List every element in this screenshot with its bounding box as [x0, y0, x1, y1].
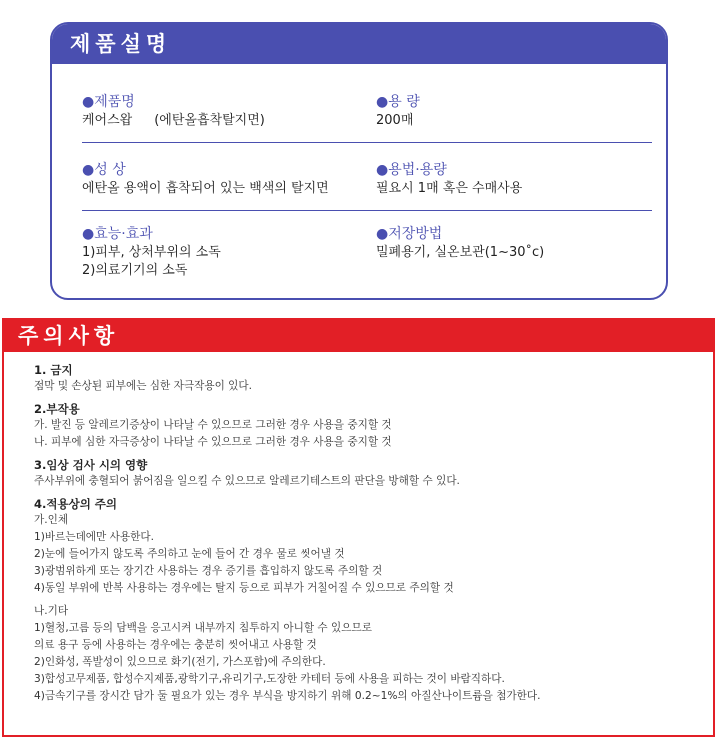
capacity-value: 200매 — [376, 113, 414, 128]
product-name-cell — [82, 92, 376, 142]
section-line: 3)광범위하게 또는 장기간 사용하는 경우 증기를 흡입하지 않도록 주의할 것 — [34, 565, 383, 577]
section-line: 주사부위에 충혈되어 붉어짐을 일으킬 수 있으므로 알레르기테스트의 판단을 방해할 수 있다. — [34, 475, 460, 487]
section-line: 1)바르는데에만 사용한다. — [34, 531, 154, 543]
appearance-label: ●성 상 — [82, 162, 126, 178]
section-line: 나.기타 — [34, 605, 69, 617]
section-line: 가.인체 — [34, 514, 69, 526]
capacity-label: ●용 량 — [376, 94, 420, 110]
dosage-cell — [376, 160, 646, 210]
caution-body — [34, 362, 703, 705]
section-line: 4)동일 부위에 반복 사용하는 경우에는 탈지 등으로 피부가 거칠어질 수 있으므로 주의할 것 — [34, 582, 454, 594]
section-line: 점막 및 손상된 피부에는 심한 자극작용이 있다. — [34, 380, 253, 392]
section-line: 의료 용구 등에 사용하는 경우에는 충분히 씻어내고 사용할 것 — [34, 639, 317, 651]
storage-cell — [376, 224, 646, 284]
section-line: 가. 발진 등 알레르기증상이 나타날 수 있으므로 그러한 경우 사용을 중지할 것 — [34, 419, 392, 431]
product-name-value-line — [82, 112, 376, 130]
section-title: 1. 금지 — [34, 363, 73, 377]
section-line: 2)눈에 들어가지 않도록 주의하고 눈에 들어 간 경우 물로 씻어낼 것 — [34, 548, 345, 560]
capacity-cell — [376, 92, 646, 142]
appearance-cell — [82, 160, 376, 210]
product-info-row — [82, 224, 652, 284]
product-info-row — [82, 160, 652, 211]
efficacy-label: ●효능·효과 — [82, 226, 153, 242]
dosage-label: ●용법·용량 — [376, 162, 447, 178]
dosage-value: 필요시 1매 혹은 수매사용 — [376, 181, 523, 196]
storage-value: 밀폐용기, 실온보관(1~30˚c) — [376, 245, 545, 260]
section-title: 3.임상 검사 시의 영향 — [34, 458, 148, 472]
caution-header: 주의사항 — [4, 320, 713, 352]
product-info-header: 제품설명 — [52, 24, 666, 64]
section-line: 2)인화성, 폭발성이 있으므로 화기(전기, 가스포함)에 주의한다. — [34, 656, 326, 668]
section-line: 1)혈청,고름 등의 담백을 응고시켜 내부까지 침투하지 아니할 수 있으므로 — [34, 622, 372, 634]
product-name-value: 케어스왑 — [82, 113, 133, 128]
efficacy-cell — [82, 224, 376, 284]
caution-box — [2, 318, 715, 737]
storage-label: ●저장방법 — [376, 226, 443, 242]
efficacy-value-1: 1)피부, 상처부위의 소독 — [82, 245, 221, 260]
section-line: 3)합성고무제품, 합성수지제품,광학기구,유리기구,도장한 카테터 등에 사용을 피하는 것이 바람직하다. — [34, 673, 505, 685]
section-line: 나. 피부에 심한 자극증상이 나타날 수 있으므로 그러한 경우 사용을 중지할 것 — [34, 436, 392, 448]
product-name-label: ●제품명 — [82, 94, 135, 110]
product-info-row — [82, 92, 652, 143]
efficacy-value-2: 2)의료기기의 소독 — [82, 263, 188, 278]
section-title: 2.부작용 — [34, 402, 80, 416]
section-title: 4.적용상의 주의 — [34, 497, 118, 511]
product-name-detail: (에탄올흡착탈지면) — [154, 113, 265, 128]
appearance-value: 에탄올 용액이 흡착되어 있는 백색의 탈지면 — [82, 181, 329, 196]
section-line: 4)금속기구를 장시간 담가 둘 필요가 있는 경우 부식을 방지하기 위해 0.2~1%의 아질산나이트륨을 첨가한다. — [34, 690, 541, 702]
product-info-card — [50, 22, 668, 300]
